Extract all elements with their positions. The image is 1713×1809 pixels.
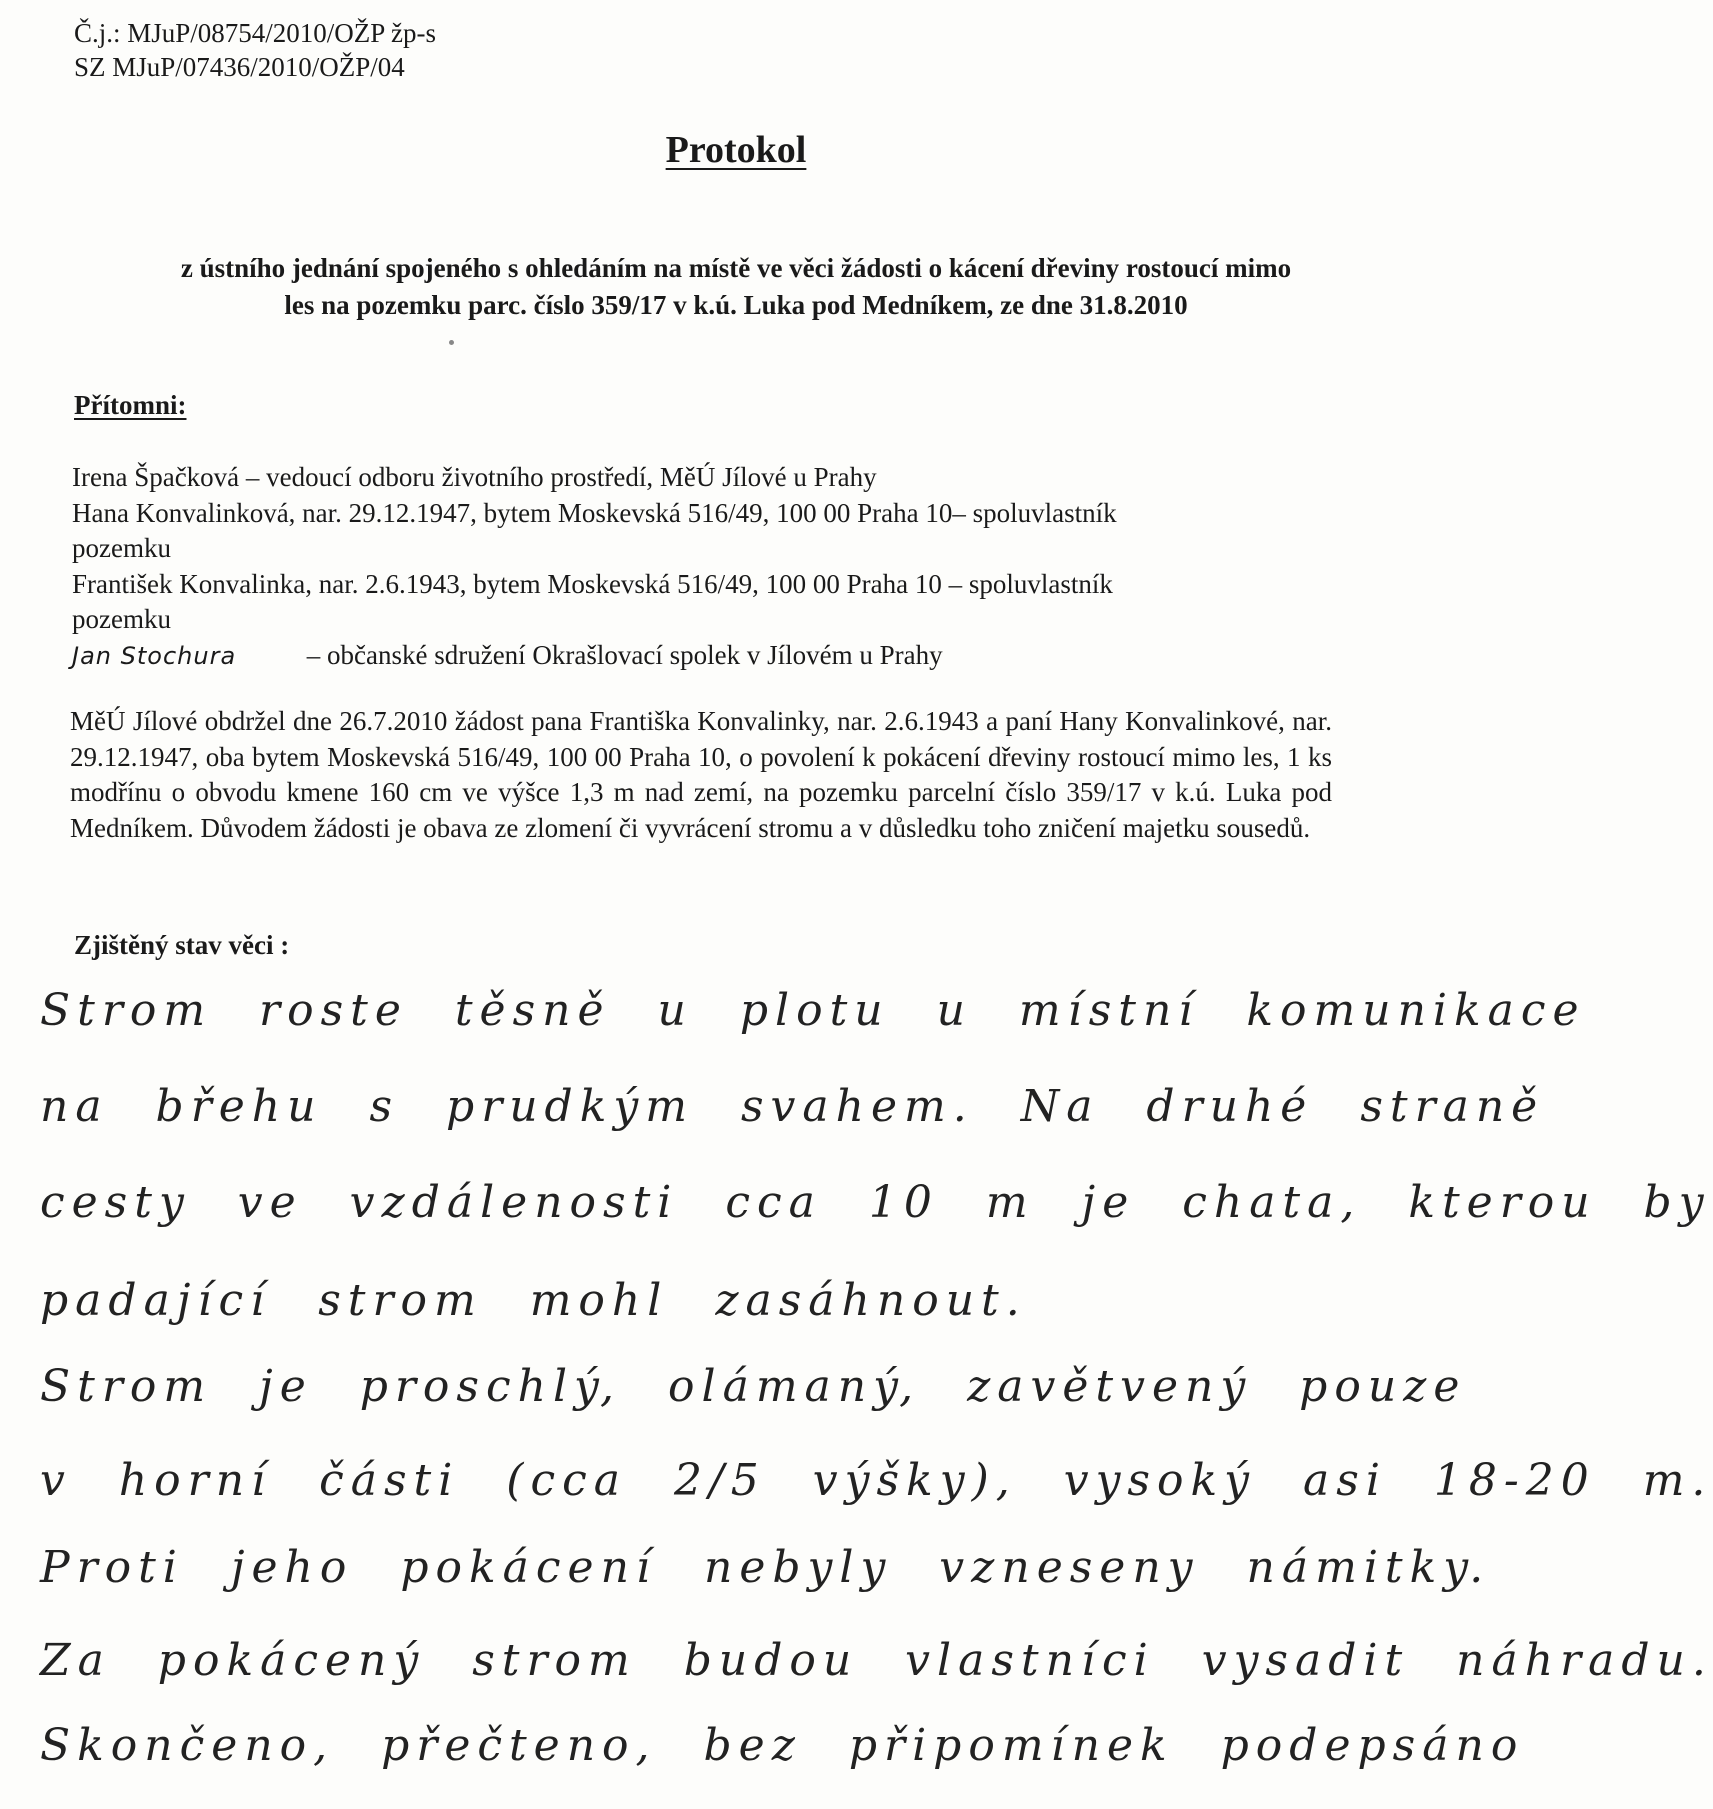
handwritten-line: Skončeno, přečteno, bez připomínek podepsáno <box>40 1720 1525 1771</box>
subtitle <box>60 250 1412 324</box>
attendee-line <box>72 638 1342 675</box>
facts-heading: Zjištěný stav věci : <box>74 930 290 960</box>
subtitle-line: z ústního jednání spojeného s ohledáním na místě ve věci žádosti o kácení dřeviny rostoucí mimo <box>180 253 1292 283</box>
handwritten-line: Strom roste těsně u plotu u místní komunikace <box>40 985 1586 1036</box>
attendee-line: Irena Špačková – vedoucí odboru životního prostředí, MěÚ Jílové u Prahy <box>72 462 877 492</box>
attendee-line: pozemku <box>72 604 171 634</box>
subtitle-line: les na pozemku parc. číslo 359/17 v k.ú. Luka pod Medníkem, ze dne 31.8.2010 <box>284 290 1188 320</box>
handwritten-line: v horní části (cca 2/5 výšky), vysoký asi 18-20 m. <box>40 1455 1713 1506</box>
handwritten-line: cesty ve vzdálenosti cca 10 m je chata, kterou by <box>40 1177 1711 1228</box>
attendee-line: pozemku <box>72 533 171 563</box>
attendee-line: František Konvalinka, nar. 2.6.1943, bytem Moskevská 516/49, 100 00 Praha 10 – spoluvlastník <box>72 568 1113 599</box>
paper-speck <box>449 340 454 345</box>
handwritten-line: Za pokácený strom budou vlastníci vysadit náhradu. <box>40 1635 1713 1686</box>
handwritten-line: Strom je proschlý, olámaný, zavětvený pouze <box>40 1361 1467 1412</box>
handwritten-line: Proti jeho pokácení nebyly vzneseny námitky. <box>40 1542 1491 1593</box>
handwritten-name: Jan Stochura <box>72 641 237 670</box>
handwritten-line: padající strom mohl zasáhnout. <box>40 1275 1027 1326</box>
page-title: Protokol <box>665 129 807 171</box>
file-reference: SZ MJuP/07436/2010/OŽP/04 <box>74 52 405 82</box>
attendees-list <box>72 460 1342 674</box>
reference-number: Č.j.: MJuP/08754/2010/OŽP žp-s <box>74 18 437 48</box>
attendee-role: – občanské sdružení Okrašlovací spolek v Jílovém u Prahy <box>300 639 943 670</box>
present-heading: Přítomni: <box>74 390 187 420</box>
intro-paragraph: MěÚ Jílové obdržel dne 26.7.2010 žádost pana Františka Konvalinky, nar. 2.6.1943 a paní Hany Konvalinkové, nar. 29.12.1947, oba bytem Moskevská 516/49, 100 00 Praha 10, o povolení k pokácení dřeviny rostoucí mimo les, 1 ks modřínu o obvodu kmene 160 cm ve výšce 1,3 m nad zemí, na pozemku parcelní číslo 359/17 v k.ú. Luka pod Medníkem. Důvodem žádosti je obava ze zlomení či vyvrácení stromu a v důsledku toho zničení majetku sousedů. <box>70 706 1332 843</box>
handwritten-line: na břehu s prudkým svahem. Na druhé straně <box>40 1081 1545 1132</box>
attendee-line: Hana Konvalinková, nar. 29.12.1947, bytem Moskevská 516/49, 100 00 Praha 10– spoluvlastník <box>72 497 1117 528</box>
